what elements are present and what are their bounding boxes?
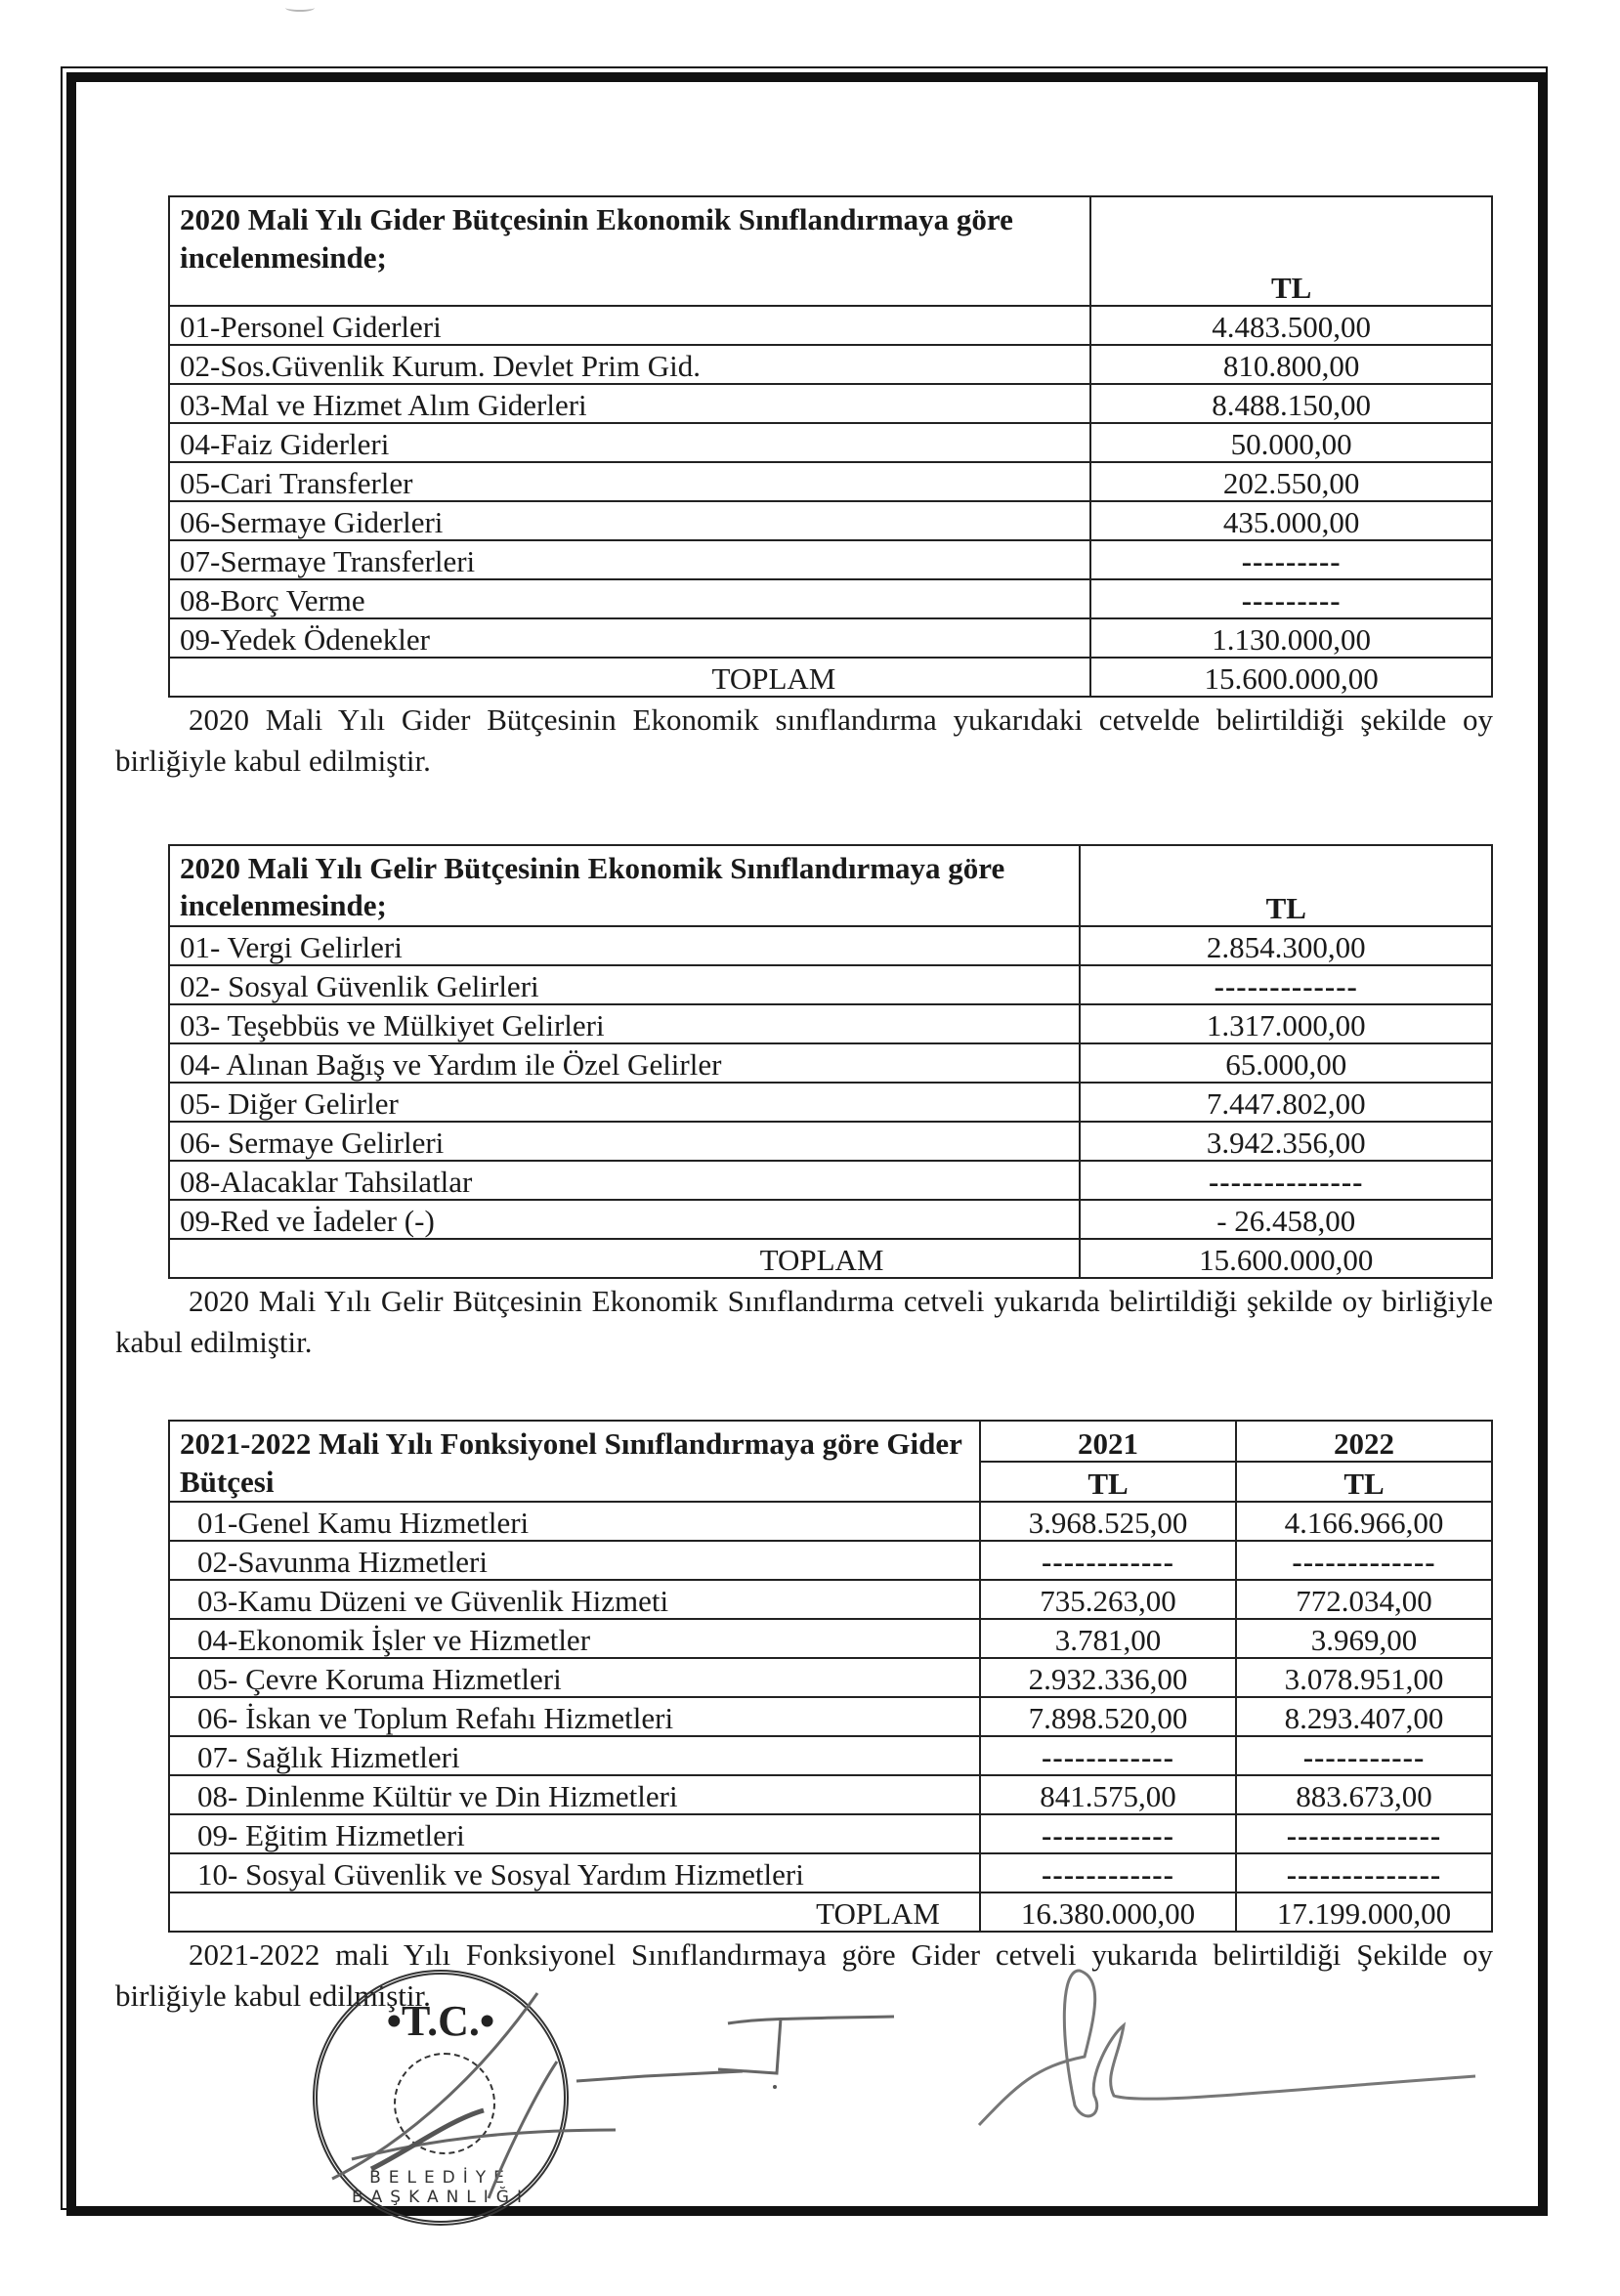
- row-amount: 1.317.000,00: [1080, 1004, 1492, 1043]
- row-label: 08-Alacaklar Tahsilatlar: [169, 1161, 1080, 1200]
- table-row: [169, 965, 1492, 1004]
- row-label: 04-Ekonomik İşler ve Hizmetler: [169, 1619, 980, 1658]
- row-label: 05- Çevre Koruma Hizmetleri: [169, 1658, 980, 1697]
- row-amount-2022: --------------: [1236, 1853, 1492, 1892]
- gelir-ekonomik-table: [168, 844, 1493, 1280]
- row-label: 05- Diğer Gelirler: [169, 1083, 1080, 1122]
- row-label: 07- Sağlık Hizmetleri: [169, 1736, 980, 1775]
- gider-ekonomik-table: [168, 195, 1493, 698]
- year-header-2022: 2022: [1236, 1421, 1492, 1462]
- row-label: 06- İskan ve Toplum Refahı Hizmetleri: [169, 1697, 980, 1736]
- row-amount: 1.130.000,00: [1090, 618, 1492, 658]
- row-label: 03- Teşebbüs ve Mülkiyet Gelirleri: [169, 1004, 1080, 1043]
- row-label: 08-Borç Verme: [169, 579, 1090, 618]
- table-row: [169, 384, 1492, 423]
- row-label: 03-Kamu Düzeni ve Güvenlik Hizmeti: [169, 1580, 980, 1619]
- table-row: [169, 1161, 1492, 1200]
- table-row: [169, 462, 1492, 501]
- row-amount: 435.000,00: [1090, 501, 1492, 540]
- document-body: [115, 195, 1493, 2017]
- row-label: 09-Red ve İadeler (-): [169, 1200, 1080, 1239]
- total-row: [169, 1892, 1492, 1932]
- row-amount: 202.550,00: [1090, 462, 1492, 501]
- table-row: [169, 423, 1492, 462]
- table-row: [169, 926, 1492, 965]
- row-amount: --------------: [1080, 1161, 1492, 1200]
- row-amount: 3.942.356,00: [1080, 1122, 1492, 1161]
- table-row: [169, 1200, 1492, 1239]
- table-row: [169, 1736, 1492, 1775]
- total-label: TOPLAM: [169, 1892, 980, 1932]
- total-amount: 15.600.000,00: [1090, 658, 1492, 697]
- row-amount: 7.447.802,00: [1080, 1083, 1492, 1122]
- row-amount-2022: 772.034,00: [1236, 1580, 1492, 1619]
- table-heading: 2020 Mali Yılı Gider Bütçesinin Ekonomik Sınıflandırmaya göre incelenmesinde;: [169, 196, 1090, 306]
- row-amount-2021: ------------: [980, 1814, 1236, 1853]
- row-label: 04- Alınan Bağış ve Yardım ile Özel Gelirler: [169, 1043, 1080, 1083]
- table-row: [169, 618, 1492, 658]
- row-amount-2022: -------------: [1236, 1541, 1492, 1580]
- table-row: [169, 1814, 1492, 1853]
- table-row: [169, 1580, 1492, 1619]
- row-amount-2022: 8.293.407,00: [1236, 1697, 1492, 1736]
- row-label: 02-Savunma Hizmetleri: [169, 1541, 980, 1580]
- total-label: TOPLAM: [169, 1239, 1080, 1278]
- table-heading: 2020 Mali Yılı Gelir Bütçesinin Ekonomik Sınıflandırmaya göre incelenmesinde;: [169, 845, 1080, 927]
- total-amount-2021: 16.380.000,00: [980, 1892, 1236, 1932]
- year-header-2021: 2021: [980, 1421, 1236, 1462]
- row-amount-2021: 7.898.520,00: [980, 1697, 1236, 1736]
- row-amount-2021: 3.781,00: [980, 1619, 1236, 1658]
- row-amount: 65.000,00: [1080, 1043, 1492, 1083]
- crescent-star-emblem-icon: [394, 2053, 495, 2154]
- table-row: [169, 1122, 1492, 1161]
- currency-header: TL: [1090, 196, 1492, 306]
- total-amount-2022: 17.199.000,00: [1236, 1892, 1492, 1932]
- row-amount-2022: 4.166.966,00: [1236, 1502, 1492, 1541]
- table-heading: 2021-2022 Mali Yılı Fonksiyonel Sınıflandırmaya göre Gider Bütçesi: [169, 1421, 980, 1503]
- row-label: 01-Personel Giderleri: [169, 306, 1090, 345]
- row-amount: - 26.458,00: [1080, 1200, 1492, 1239]
- table-header-row: [169, 1421, 1492, 1462]
- table-row: [169, 1619, 1492, 1658]
- total-row: [169, 658, 1492, 697]
- row-label: 04-Faiz Giderleri: [169, 423, 1090, 462]
- total-row: [169, 1239, 1492, 1278]
- currency-header-2021: TL: [980, 1462, 1236, 1503]
- row-label: 06- Sermaye Gelirleri: [169, 1122, 1080, 1161]
- row-amount-2021: 3.968.525,00: [980, 1502, 1236, 1541]
- gider-ekonomik-note: 2020 Mali Yılı Gider Bütçesinin Ekonomik sınıflandırma yukarıdaki cetvelde belirtildiği şekilde oy birliğiyle kabul edilmiştir.: [115, 702, 1493, 778]
- row-amount-2021: ------------: [980, 1853, 1236, 1892]
- table-row: [169, 306, 1492, 345]
- row-amount-2022: 3.969,00: [1236, 1619, 1492, 1658]
- row-amount: 4.483.500,00: [1090, 306, 1492, 345]
- row-amount: ---------: [1090, 579, 1492, 618]
- row-label: 01-Genel Kamu Hizmetleri: [169, 1502, 980, 1541]
- row-label: 09- Eğitim Hizmetleri: [169, 1814, 980, 1853]
- fonksiyonel-note: 2021-2022 mali Yılı Fonksiyonel Sınıflandırmaya göre Gider cetveli yukarıda belirtildiği Şekilde oy birliğiyle kabul edilmiştir.: [115, 1937, 1493, 2014]
- gelir-ekonomik-note: 2020 Mali Yılı Gelir Bütçesinin Ekonomik Sınıflandırma cetveli yukarıda belirtildiği şekilde oy birliğiyle kabul edilmiştir.: [115, 1284, 1493, 1360]
- row-amount-2022: -----------: [1236, 1736, 1492, 1775]
- table-row: [169, 345, 1492, 384]
- row-amount-2022: 883.673,00: [1236, 1775, 1492, 1814]
- currency-header: TL: [1080, 845, 1492, 927]
- total-amount: 15.600.000,00: [1080, 1239, 1492, 1278]
- fonksiyonel-table: [168, 1420, 1493, 1934]
- table-row: [169, 579, 1492, 618]
- row-label: 09-Yedek Ödenekler: [169, 618, 1090, 658]
- row-amount-2022: 3.078.951,00: [1236, 1658, 1492, 1697]
- row-amount-2021: 735.263,00: [980, 1580, 1236, 1619]
- table-row: [169, 1541, 1492, 1580]
- row-amount-2021: 2.932.336,00: [980, 1658, 1236, 1697]
- row-amount-2021: 841.575,00: [980, 1775, 1236, 1814]
- row-amount: ---------: [1090, 540, 1492, 579]
- table-row: [169, 540, 1492, 579]
- row-label: 05-Cari Transferler: [169, 462, 1090, 501]
- table-row: [169, 1502, 1492, 1541]
- row-amount-2021: ------------: [980, 1541, 1236, 1580]
- row-label: 07-Sermaye Transferleri: [169, 540, 1090, 579]
- row-amount-2021: ------------: [980, 1736, 1236, 1775]
- table-row: [169, 1853, 1492, 1892]
- row-label: 06-Sermaye Giderleri: [169, 501, 1090, 540]
- row-label: 03-Mal ve Hizmet Alım Giderleri: [169, 384, 1090, 423]
- official-stamp: [313, 1970, 569, 2226]
- table-row: [169, 1083, 1492, 1122]
- row-amount-2022: --------------: [1236, 1814, 1492, 1853]
- row-label: 02- Sosyal Güvenlik Gelirleri: [169, 965, 1080, 1004]
- table-header-row: [169, 845, 1492, 927]
- table-row: [169, 1658, 1492, 1697]
- row-amount: 2.854.300,00: [1080, 926, 1492, 965]
- scan-artifact: [285, 4, 315, 12]
- table-row: [169, 501, 1492, 540]
- row-label: 02-Sos.Güvenlik Kurum. Devlet Prim Gid.: [169, 345, 1090, 384]
- row-label: 01- Vergi Gelirleri: [169, 926, 1080, 965]
- row-label: 08- Dinlenme Kültür ve Din Hizmetleri: [169, 1775, 980, 1814]
- currency-header-2022: TL: [1236, 1462, 1492, 1503]
- table-row: [169, 1697, 1492, 1736]
- row-amount: 810.800,00: [1090, 345, 1492, 384]
- row-amount: 50.000,00: [1090, 423, 1492, 462]
- total-label: TOPLAM: [169, 658, 1090, 697]
- table-row: [169, 1004, 1492, 1043]
- stamp-tc-text: •T.C.•: [386, 1997, 495, 2045]
- table-header-row: [169, 196, 1492, 306]
- row-amount: 8.488.150,00: [1090, 384, 1492, 423]
- table-row: [169, 1775, 1492, 1814]
- row-amount: -------------: [1080, 965, 1492, 1004]
- row-label: 10- Sosyal Güvenlik ve Sosyal Yardım Hizmetleri: [169, 1853, 980, 1892]
- stamp-ring-text: BELEDİYE BAŞKANLIĞI: [352, 2168, 530, 2207]
- table-row: [169, 1043, 1492, 1083]
